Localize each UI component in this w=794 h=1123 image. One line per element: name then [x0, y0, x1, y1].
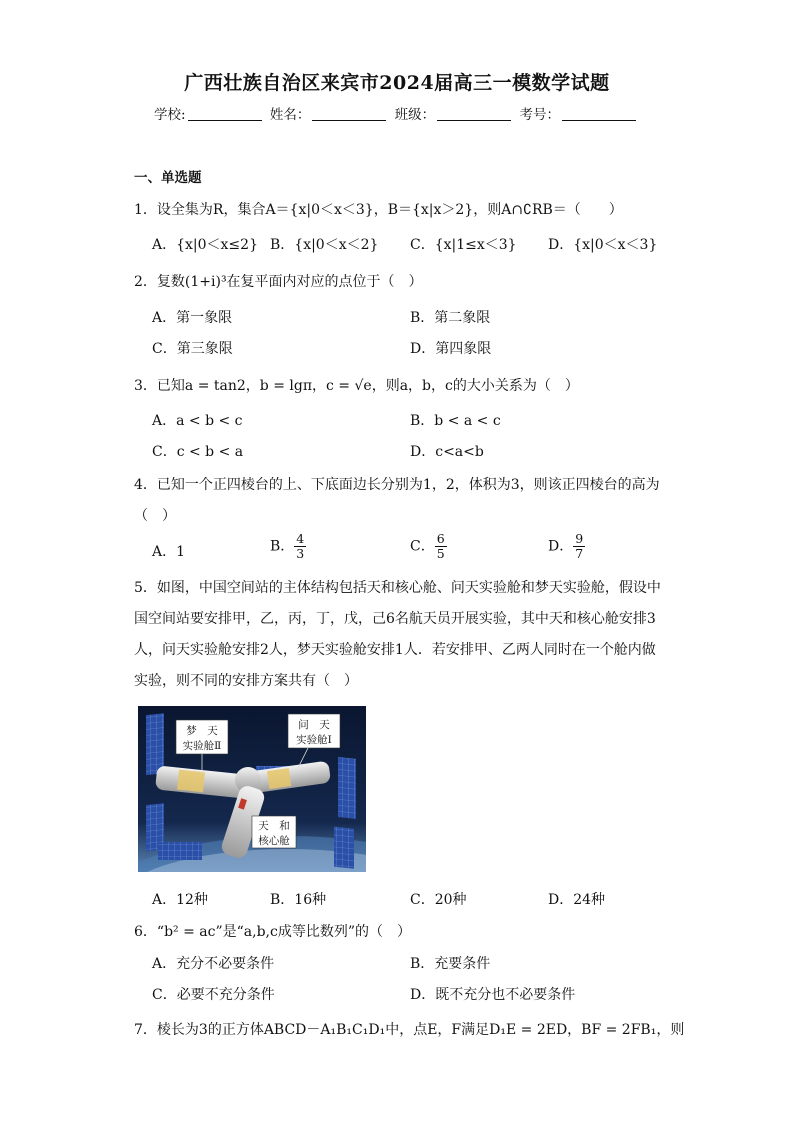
space-station-figure [138, 706, 366, 872]
label-mengtian-2: 实验舱Ⅱ [182, 740, 222, 752]
q5-option-d[interactable]: D．24种 [548, 892, 606, 908]
q2-option-d[interactable]: D．第四象限 [410, 341, 492, 357]
q5-option-b[interactable]: B．16种 [270, 892, 327, 908]
question-5-line-4: 实验，则不同的安排方案共有（ ） [134, 673, 358, 689]
q1-option-c[interactable]: C．{x|1≤x＜3} [410, 237, 517, 253]
q2-option-b[interactable]: B．第二象限 [410, 310, 491, 326]
student-info-line [0, 103, 794, 123]
q4-option-c[interactable] [410, 532, 447, 561]
label-tianhe-1: 天 和 [258, 820, 290, 832]
school-label: 学校: [154, 107, 186, 123]
section-heading: 一、单选题 [134, 170, 202, 186]
label-wentian-2: 实验舱Ⅰ [296, 734, 332, 746]
class-blank[interactable] [437, 108, 511, 121]
school-blank[interactable] [188, 108, 262, 121]
space-station-illustration [138, 706, 366, 872]
q1-option-d[interactable]: D．{x|0＜x＜3} [548, 237, 658, 253]
question-5-line-2: 国空间站要安排甲，乙，丙，丁，戊，己6名航天员开展实验，其中天和核心舱安排3 [134, 611, 656, 627]
q4-option-d[interactable] [548, 532, 585, 561]
class-label: 班级： [394, 107, 436, 123]
question-3: 3．已知a = tan2，b = lgπ，c = √e，则a，b，c的大小关系为（ ） [134, 378, 579, 394]
q2-option-a[interactable]: A．第一象限 [152, 310, 233, 326]
name-blank[interactable] [312, 108, 386, 121]
q4-option-d-fraction: $\frac{9}{7}$ [575, 531, 584, 561]
number-blank[interactable] [562, 108, 636, 121]
label-mengtian-1: 梦 天 [186, 725, 218, 737]
q1-option-a[interactable]: A．{x|0＜x≤2} [152, 237, 258, 253]
q4-option-b-label: B． [270, 538, 295, 555]
q3-option-c[interactable]: C．c < b < a [152, 444, 244, 460]
q4-option-a[interactable]: A．1 [152, 544, 186, 560]
q6-option-b[interactable]: B．充要条件 [410, 956, 491, 972]
number-label: 考号： [519, 107, 560, 123]
q6-option-c[interactable]: C．必要不充分条件 [152, 987, 275, 1003]
q6-option-d[interactable]: D．既不充分也不必要条件 [410, 987, 576, 1003]
question-5-line-1: 5．如图，中国空间站的主体结构包括天和核心舱、问天实验舱和梦天实验舱，假设中 [134, 580, 661, 596]
page-title: 广西壮族自治区来宾市2024届高三一模数学试题 [184, 72, 610, 94]
q6-option-a[interactable]: A．充分不必要条件 [152, 956, 275, 972]
question-6: 6．“b² = ac”是“a,b,c成等比数列”的（ ） [134, 924, 411, 940]
question-4-line-1: 4．已知一个正四棱台的上、下底面边长分别为1，2，体积为3，则该正四棱台的高为 [134, 477, 660, 493]
q5-option-a[interactable]: A．12种 [152, 892, 208, 908]
q3-option-d[interactable]: D．c<a<b [410, 444, 484, 460]
question-2: 2．复数(1+i)³在复平面内对应的点位于（ ） [134, 274, 423, 290]
q3-option-a[interactable]: A．a < b < c [152, 413, 243, 429]
question-1: 1．设全集为R，集合A＝{x|0＜x＜3}，B＝{x|x＞2}，则A∩∁RB＝（ ） [134, 202, 623, 218]
name-label: 姓名： [269, 107, 311, 123]
q3-option-b[interactable]: B．b < a < c [410, 413, 501, 429]
question-7: 7．棱长为3的正方体ABCD－A₁B₁C₁D₁中，点E，F满足D₁E = 2ED，BF = 2FB₁，则 [134, 1022, 685, 1038]
q4-option-b-fraction: $\frac{4}{3}$ [296, 531, 305, 561]
q2-option-c[interactable]: C．第三象限 [152, 341, 233, 357]
label-tianhe-2: 核心舱 [258, 835, 290, 847]
label-wentian-1: 问 天 [298, 719, 330, 731]
question-4-line-2: （ ） [134, 508, 176, 524]
q4-option-c-label: C． [410, 538, 435, 555]
q4-option-c-fraction: $\frac{6}{5}$ [436, 531, 445, 561]
q5-option-c[interactable]: C．20种 [410, 892, 467, 908]
q4-option-b[interactable] [270, 532, 306, 561]
question-5-line-3: 人，问天实验舱安排2人，梦天实验舱安排1人．若安排甲、乙两人同时在一个舱内做 [134, 642, 656, 658]
q1-option-b[interactable]: B．{x|0＜x＜2} [270, 237, 379, 253]
q4-option-d-label: D． [548, 538, 574, 555]
